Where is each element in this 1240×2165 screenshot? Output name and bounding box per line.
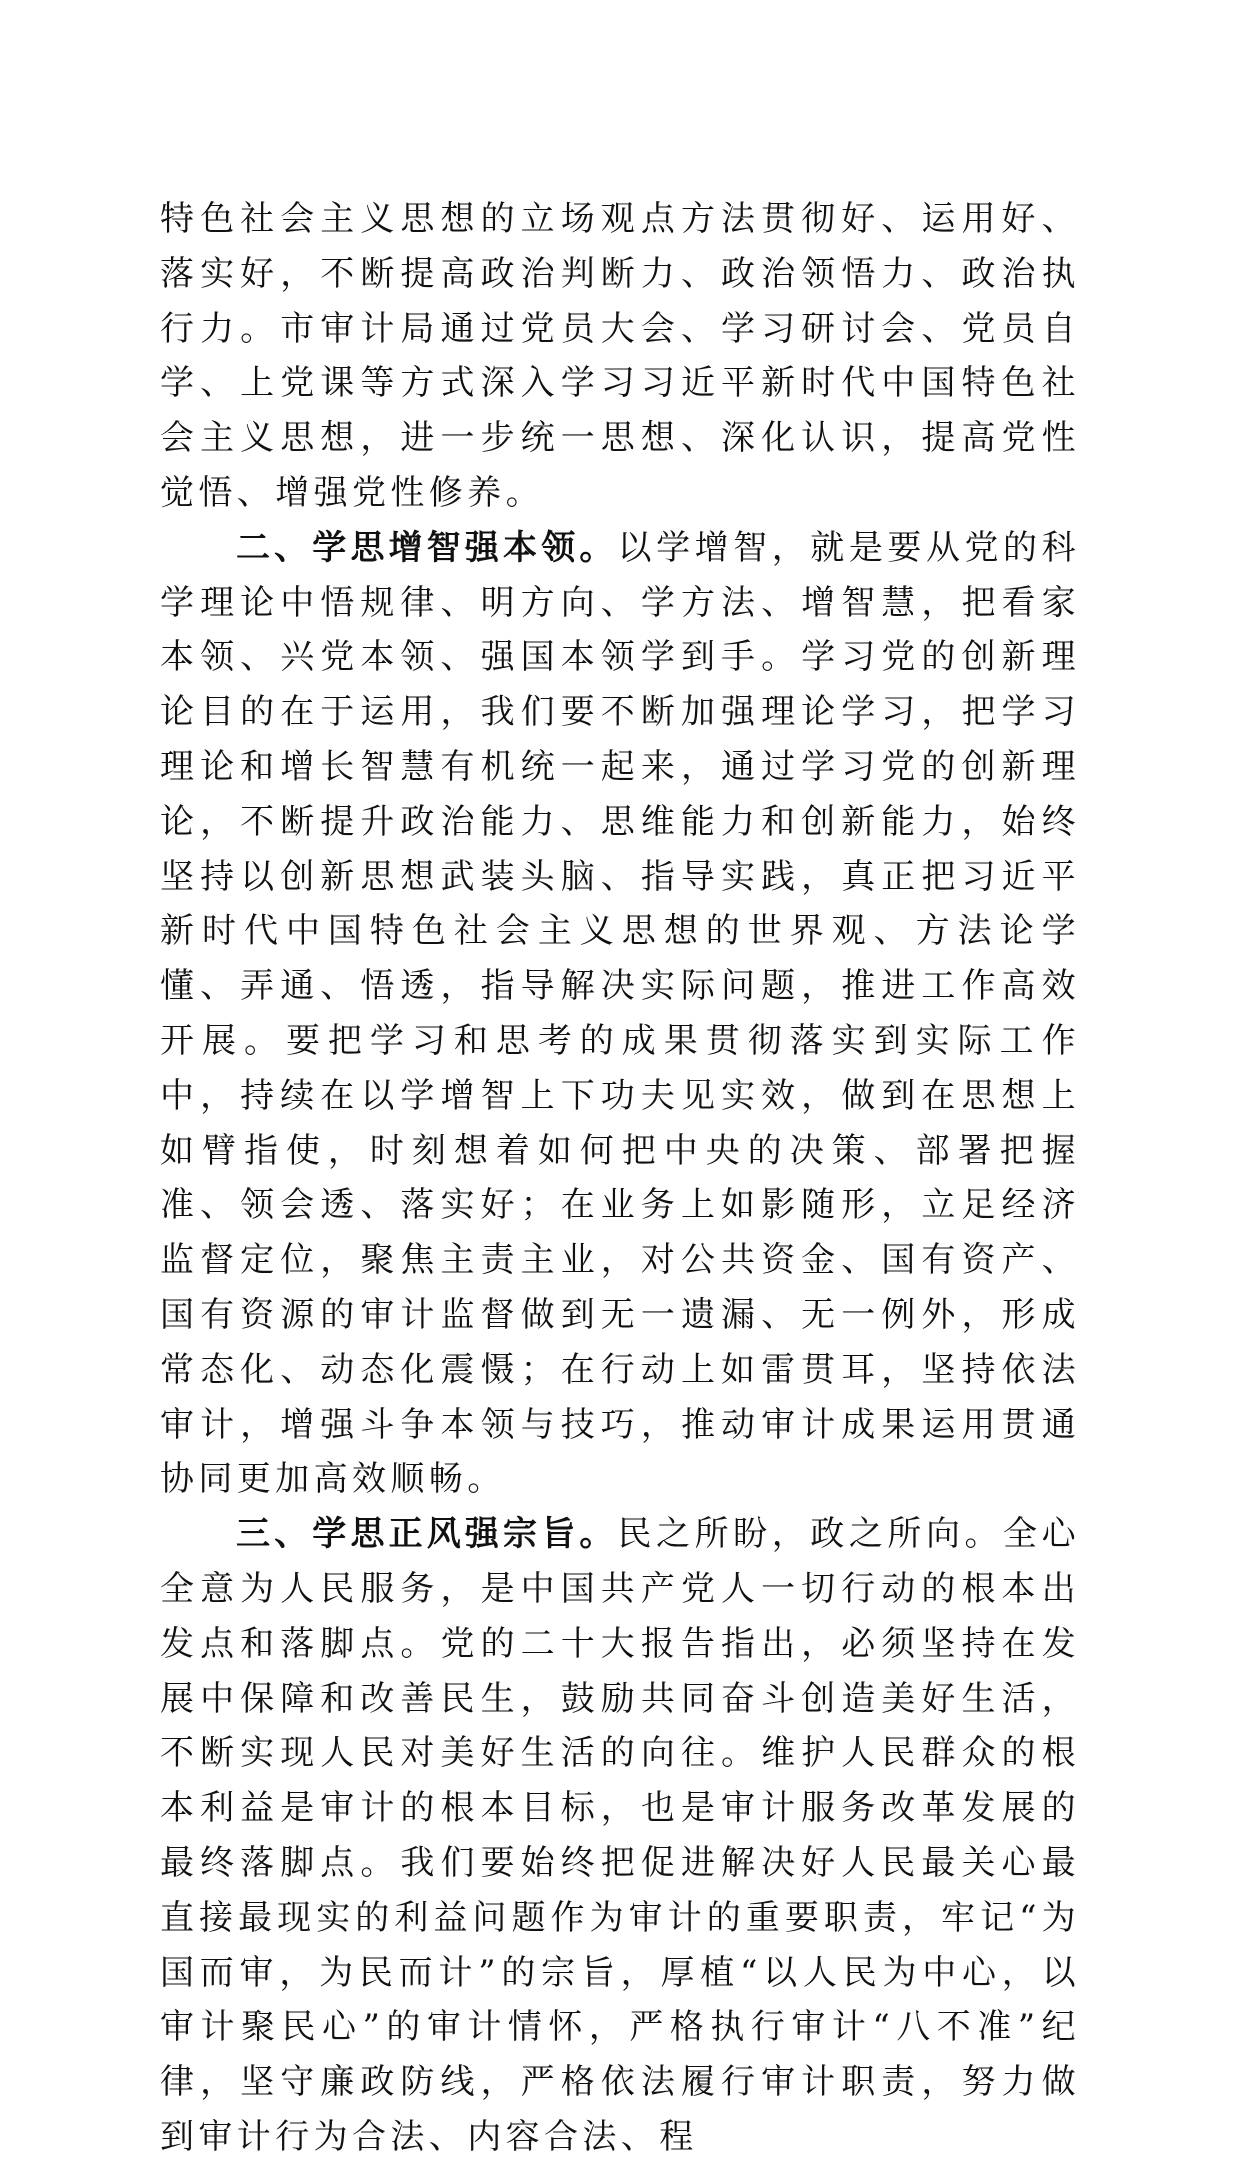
- section-3-heading: 三、学思正风强宗旨。: [236, 1514, 618, 1555]
- paragraph-continuation: [160, 192, 1080, 521]
- document-page: [160, 192, 1080, 2165]
- section-3-body: 民之所盼，政之所向。全心全意为人民服务，是中国共产党人一切行动的根本出发点和落脚点。党的二十大报告指出，必须坚持在发展中保障和改善民生，鼓励共同奋斗创造美好生活，不断实现人民对美好生活的向往。维护人民群众的根本利益是审计的根本目标，也是审计服务改革发展的最终落脚点。我们要始终把促进解决好人民最关心最直接最现实的利益问题作为审计的重要职责，牢记“为国而审，为民而计”的宗旨，厚植“以人民为中心，以审计聚民心”的审计情怀，严格执行审计“八不准”纪律，坚守廉政防线，严格依法履行审计职责，努力做到审计行为合法、内容合法、程: [160, 1514, 1080, 2157]
- section-2-body: 以学增智，就是要从党的科学理论中悟规律、明方向、学方法、增智慧，把看家本领、兴党本领、强国本领学到手。学习党的创新理论目的在于运用，我们要不断加强理论学习，把学习理论和增长智慧有机统一起来，通过学习党的创新理论，不断提升政治能力、思维能力和创新能力，始终坚持以创新思想武装头脑、指导实践，真正把习近平新时代中国特色社会主义思想的世界观、方法论学懂、弄通、悟透，指导解决实际问题，推进工作高效开展。要把学习和思考的成果贯彻落实到实际工作中，持续在以学增智上下功夫见实效，做到在思想上如臂指使，时刻想着如何把中央的决策、部署把握准、领会透、落实好；在业务上如影随形，立足经济监督定位，聚焦主责主业，对公共资金、国有资产、国有资源的审计监督做到无一遗漏、无一例外，形成常态化、动态化震慑；在行动上如雷贯耳，坚持依法审计，增强斗争本领与技巧，推动审计成果运用贯通协同更加高效顺畅。: [160, 527, 1080, 1500]
- section-2-heading: 二、学思增智强本领。: [236, 527, 618, 568]
- paragraph-1-text: 特色社会主义思想的立场观点方法贯彻好、运用好、落实好，不断提高政治判断力、政治领悟力、政治执行力。市审计局通过党员大会、学习研讨会、党员自学、上党课等方式深入学习习近平新时代中国特色社会主义思想，进一步统一思想、深化认识，提高党性觉悟、增强党性修养。: [160, 199, 1080, 513]
- paragraph-section-3: [160, 1507, 1080, 2165]
- paragraph-section-2: [160, 521, 1080, 1507]
